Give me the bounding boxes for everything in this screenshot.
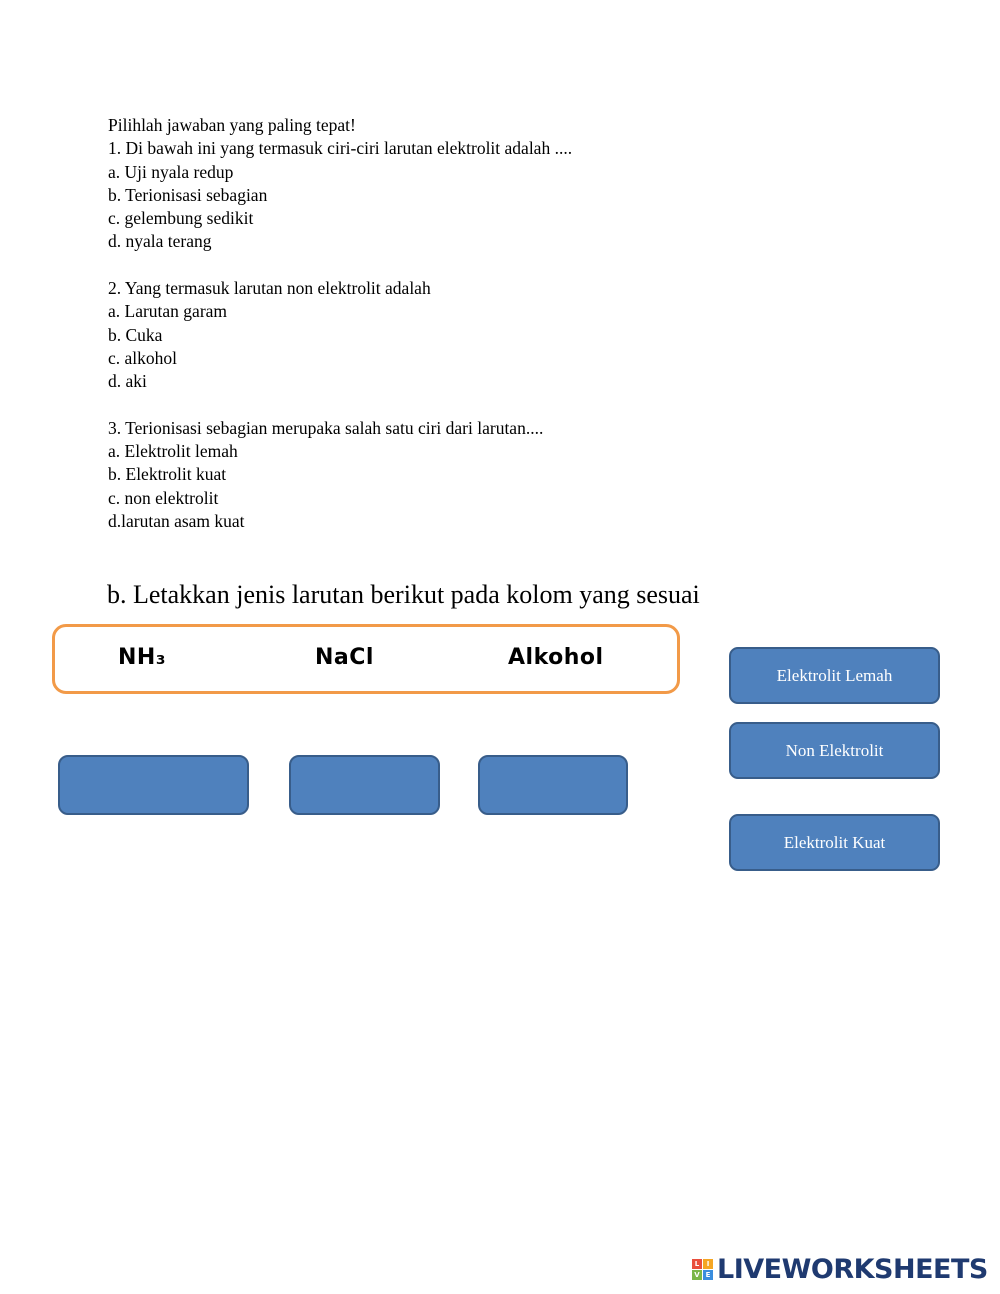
q2-option-b: b. Cuka (108, 324, 163, 345)
word-nh3[interactable]: NH₃ (118, 645, 166, 670)
q3-option-d: d.larutan asam kuat (108, 511, 245, 532)
question-block (108, 114, 572, 533)
category-elektrolit-kuat: Elektrolit Kuat (729, 814, 940, 871)
q3-option-a: a. Elektrolit lemah (108, 441, 238, 462)
q1-option-a: a. Uji nyala redup (108, 161, 234, 182)
drop-target-1[interactable] (58, 755, 249, 815)
word-alkohol[interactable]: Alkohol (508, 645, 604, 670)
q1-option-b: b. Terionisasi sebagian (108, 184, 268, 205)
spacer (108, 254, 572, 277)
question-2: 2. Yang termasuk larutan non elektrolit adalah (108, 278, 431, 299)
category-non-elektrolit: Non Elektrolit (729, 722, 940, 779)
spacer (108, 394, 572, 417)
q1-option-d: d. nyala terang (108, 231, 212, 252)
logo-letter: L (692, 1259, 702, 1269)
q1-option-c: c. gelembung sedikit (108, 208, 254, 229)
q3-option-b: b. Elektrolit kuat (108, 464, 227, 485)
word-nacl[interactable]: NaCl (315, 645, 374, 670)
logo-grid-icon (692, 1259, 713, 1280)
q3-option-c: c. non elektrolit (108, 487, 219, 508)
liveworksheets-logo (692, 1253, 988, 1285)
brand-name: LIVEWORKSHEETS (717, 1253, 988, 1285)
instruction-header: Pilihlah jawaban yang paling tepat! (108, 115, 356, 135)
question-1: 1. Di bawah ini yang termasuk ciri-ciri larutan elektrolit adalah .... (108, 138, 573, 159)
drop-target-2[interactable] (289, 755, 440, 815)
q2-option-c: c. alkohol (108, 347, 178, 368)
section-b-title: b. Letakkan jenis larutan berikut pada kolom yang sesuai (107, 580, 700, 609)
q2-option-a: a. Larutan garam (108, 301, 228, 322)
drop-target-3[interactable] (478, 755, 628, 815)
logo-letter: E (703, 1270, 713, 1280)
category-elektrolit-lemah: Elektrolit Lemah (729, 647, 940, 704)
question-3: 3. Terionisasi sebagian merupaka salah satu ciri dari larutan.... (108, 417, 544, 438)
logo-letter: V (692, 1270, 702, 1280)
logo-letter: I (703, 1259, 713, 1269)
q2-option-d: d. aki (108, 371, 147, 392)
